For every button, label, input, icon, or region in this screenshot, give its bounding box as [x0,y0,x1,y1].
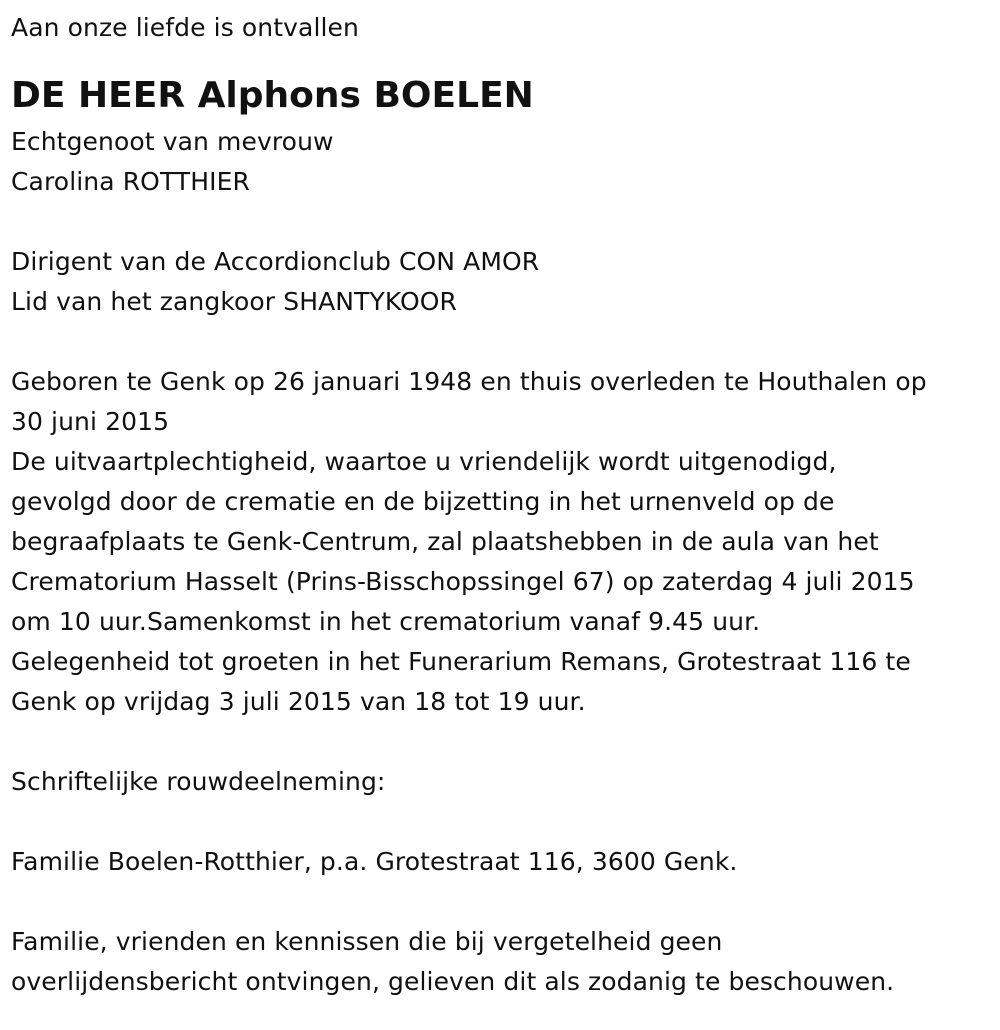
intro-text: Aan onze liefde is ontvallen [11,13,359,42]
detail-line: Geboren te Genk op 26 januari 1948 en thuis overleden te Houthalen op [11,367,927,396]
roles-block [11,242,1000,322]
deceased-name: DE HEER Alphons BOELEN [11,75,534,116]
detail-line: Crematorium Hasselt (Prins-Bisschopssingel 67) op zaterdag 4 juli 2015 [11,567,915,596]
family-address: Familie Boelen-Rotthier, p.a. Grotestraat 116, 3600 Genk. [11,847,738,876]
detail-line: De uitvaartplechtigheid, waartoe u vriendelijk wordt uitgenodigd, [11,447,837,476]
spouse-line: Echtgenoot van mevrouw [11,127,334,156]
details-block [11,362,1000,722]
closing-block [11,922,1000,1002]
detail-line: 30 juni 2015 [11,407,170,436]
detail-line: Gelegenheid tot groeten in het Funerarium Remans, Grotestraat 116 te [11,647,911,676]
detail-line: begraafplaats te Genk-Centrum, zal plaatshebben in de aula van het [11,527,879,556]
spouse-block [11,122,1000,202]
closing-line: Familie, vrienden en kennissen die bij vergetelheid geen [11,927,723,956]
spacer [11,202,1000,242]
condolence-heading: Schriftelijke rouwdeelneming: [11,767,386,796]
spacer [11,802,1000,842]
spacer [11,722,1000,762]
spacer [11,322,1000,362]
closing-line: overlijdensbericht ontvingen, gelieven dit als zodanig te beschouwen. [11,967,895,996]
detail-line: Genk op vrijdag 3 juli 2015 van 18 tot 19 uur. [11,687,586,716]
role-line: Lid van het zangkoor SHANTYKOOR [11,287,457,316]
role-line: Dirigent van de Accordionclub CON AMOR [11,247,540,276]
detail-line: gevolgd door de crematie en de bijzetting in het urnenveld op de [11,487,835,516]
spouse-name: Carolina ROTTHIER [11,167,250,196]
spacer [11,882,1000,922]
detail-line: om 10 uur.Samenkomst in het crematorium vanaf 9.45 uur. [11,607,761,636]
